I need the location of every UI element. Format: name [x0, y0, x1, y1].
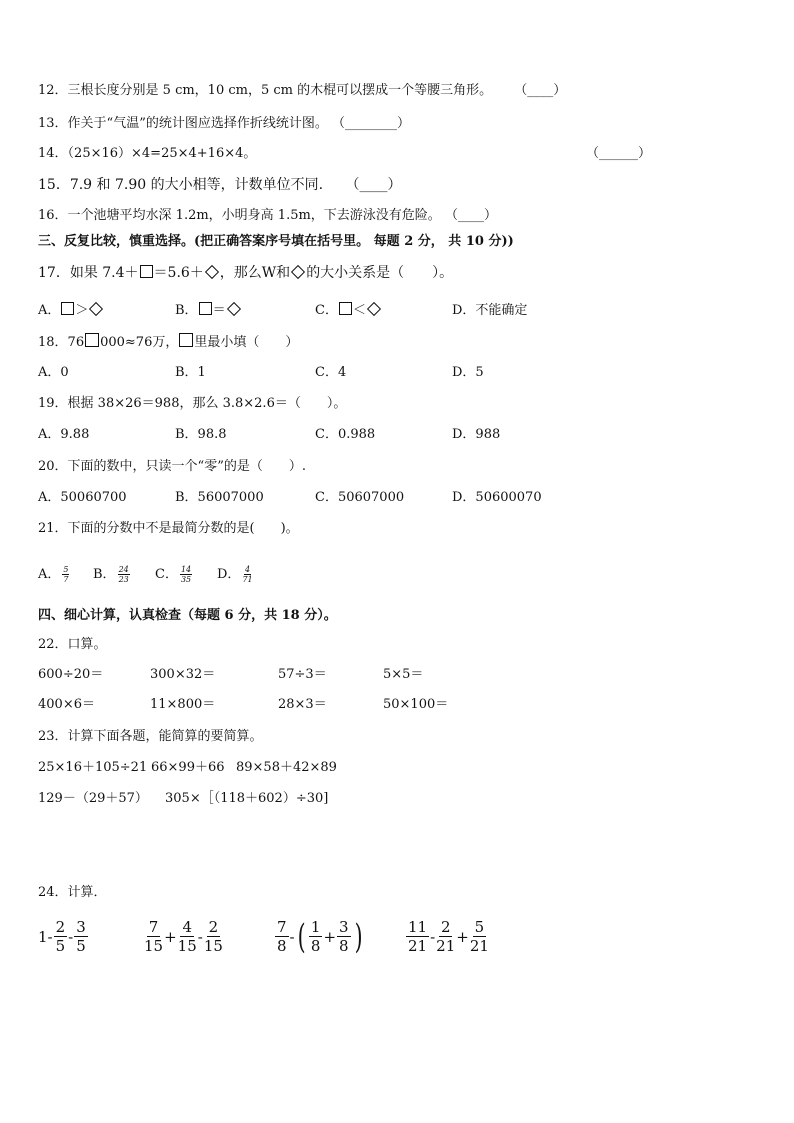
- oral-calc-item: 400×6＝: [38, 697, 95, 712]
- question-12: [38, 82, 566, 100]
- fraction: [436, 918, 455, 955]
- option-label: C．: [315, 303, 338, 318]
- fraction: [242, 565, 252, 584]
- calc-item: 66×99＋66: [151, 760, 225, 775]
- operator: +: [164, 927, 177, 946]
- numerator: 4: [244, 565, 251, 574]
- numerator: 7: [148, 918, 159, 936]
- question-17: [38, 264, 453, 282]
- denominator: 7: [63, 575, 69, 584]
- denominator: 23: [118, 575, 129, 584]
- numerator: 1: [310, 918, 321, 936]
- fraction: [406, 918, 429, 955]
- section-title: 三、反复比较，慎重选择。(把正确答案序号填在括号里。 每题 2 分， 共 10 分)): [38, 234, 514, 249]
- option-c[interactable]: [315, 302, 382, 320]
- denominator: 8: [310, 937, 321, 955]
- left-paren: (: [297, 916, 306, 957]
- expr-text: 1-: [38, 927, 53, 946]
- diamond-icon: [291, 265, 305, 279]
- numerator: 5: [63, 565, 69, 574]
- option-a[interactable]: A．9.88: [38, 427, 90, 442]
- question-24-title: 24．计算．: [38, 885, 107, 900]
- fraction: [337, 918, 351, 955]
- stem-part: ，那么W和: [219, 265, 291, 281]
- denominator: 71: [242, 575, 253, 584]
- answer-blank[interactable]: （______）: [586, 146, 652, 161]
- right-paren: ): [354, 916, 363, 957]
- operator: -: [289, 927, 295, 946]
- oral-calc-item: 300×32＝: [150, 667, 216, 682]
- option-d[interactable]: [217, 563, 255, 587]
- denominator: 15: [203, 937, 223, 955]
- calc-item: 129－（29＋57）: [38, 791, 148, 806]
- diamond-icon: [367, 302, 381, 316]
- relation-sign: ＜: [352, 303, 366, 318]
- fraction: [275, 918, 289, 955]
- operator: -: [68, 927, 74, 946]
- option-c[interactable]: C．0.988: [315, 427, 376, 442]
- numerator: 4: [182, 918, 192, 936]
- option-a[interactable]: [38, 302, 104, 320]
- oral-calc-item: 57÷3＝: [278, 667, 327, 682]
- option-d[interactable]: D．988: [452, 427, 501, 442]
- option-a[interactable]: [38, 563, 71, 587]
- denominator: 35: [180, 575, 192, 584]
- operator: -: [430, 927, 436, 946]
- numerator: 2: [208, 918, 219, 936]
- numerator: 14: [180, 565, 192, 574]
- question-14: [38, 145, 256, 163]
- fraction: [309, 918, 323, 955]
- oral-calc-item: 28×3＝: [278, 697, 327, 712]
- fraction: [74, 918, 88, 955]
- fraction: [54, 918, 68, 955]
- option-label: C．: [155, 567, 178, 582]
- diamond-icon: [205, 265, 219, 279]
- question-20: 20．下面的数中，只读一个“零”的是（ ）.: [38, 459, 306, 474]
- denominator: 8: [277, 937, 287, 955]
- question-19: 19．根据 38×26＝988，那么 3.8×2.6＝（ ）。: [38, 396, 347, 411]
- answer-blank[interactable]: （________）: [331, 116, 410, 131]
- numerator: 2: [55, 918, 66, 936]
- operator: -: [197, 927, 203, 946]
- fraction-expression-3: [274, 918, 365, 955]
- option-label: B．: [93, 567, 116, 582]
- numerator: 11: [408, 918, 428, 936]
- oral-calc-item: 600÷20＝: [38, 667, 104, 682]
- option-b[interactable]: [175, 302, 242, 320]
- option-label: D．: [217, 567, 241, 582]
- option-c[interactable]: C．50607000: [315, 490, 405, 505]
- square-icon: [61, 302, 74, 315]
- operator: +: [456, 927, 469, 946]
- option-d[interactable]: D．5: [452, 365, 484, 380]
- calc-item: 305×［（118＋602）÷30]: [165, 791, 329, 806]
- option-d[interactable]: D．不能确定: [452, 303, 528, 318]
- fraction: [62, 565, 69, 584]
- numerator: 2: [440, 918, 451, 936]
- question-text: 16．一个池塘平均水深 1.2m，小明身高 1.5m，下去游泳没有危险。: [38, 208, 441, 223]
- denominator: 15: [177, 937, 197, 955]
- option-b[interactable]: B．1: [175, 365, 206, 380]
- option-a[interactable]: A．50060700: [38, 490, 127, 505]
- option-label: B．: [175, 303, 198, 318]
- question-text: 13．作关于“气温”的统计图应选择作折线统计图。: [38, 116, 328, 131]
- calc-item: 25×16＋105÷21: [38, 760, 148, 775]
- question-16: [38, 207, 497, 225]
- question-21: 21．下面的分数中不是最简分数的是( )。: [38, 521, 299, 536]
- numerator: 7: [277, 918, 287, 936]
- numerator: 5: [474, 918, 485, 936]
- numerator: 24: [118, 565, 129, 574]
- square-icon: [199, 302, 212, 315]
- question-text: 12．三根长度分别是 5 cm，10 cm，5 cm 的木棍可以摆成一个等腰三角形。: [38, 83, 493, 98]
- denominator: 8: [339, 937, 349, 955]
- fraction: [144, 918, 163, 955]
- denominator: 21: [469, 937, 489, 955]
- option-a[interactable]: A．0: [38, 365, 69, 380]
- answer-blank[interactable]: （____）: [345, 177, 402, 193]
- numerator: 3: [339, 918, 349, 936]
- fraction: [470, 918, 489, 955]
- denominator: 15: [144, 937, 164, 955]
- relation-sign: ＞: [75, 303, 89, 318]
- stem-part: 18．76: [38, 335, 85, 350]
- square-icon: [339, 302, 352, 315]
- question-22-title: 22．口算。: [38, 637, 107, 652]
- option-b[interactable]: B．56007000: [175, 490, 264, 505]
- question-text: 14．（25×16）×4=25×4+16×4。: [38, 146, 257, 161]
- square-icon: [140, 265, 153, 278]
- question-18: [38, 333, 298, 352]
- question-23-title: 23．计算下面各题，能简算的要简算。: [38, 729, 263, 744]
- diamond-icon: [227, 302, 241, 316]
- stem-part: 的大小关系是（ ）。: [306, 265, 454, 281]
- option-c[interactable]: [155, 563, 194, 587]
- option-label: A．: [38, 567, 61, 582]
- fraction-expression-4: [405, 918, 490, 955]
- oral-calc-item: 5×5＝: [383, 667, 424, 682]
- option-c[interactable]: C．4: [315, 365, 347, 380]
- denominator: 21: [408, 937, 428, 955]
- answer-blank[interactable]: （____）: [514, 83, 567, 98]
- relation-sign: ＝: [212, 303, 226, 318]
- stem-part: 17．如果 7.4＋: [38, 265, 139, 281]
- square-icon: [179, 333, 193, 347]
- answer-blank[interactable]: （____）: [444, 208, 497, 223]
- oral-calc-item: 11×800＝: [150, 697, 216, 712]
- stem-part: 里最小填（ ）: [194, 335, 299, 350]
- denominator: 21: [436, 937, 456, 955]
- option-label: A．: [38, 303, 61, 318]
- operator: +: [323, 927, 337, 946]
- denominator: 5: [76, 937, 86, 955]
- fraction-expression-1: [38, 918, 89, 955]
- denominator: 5: [55, 937, 66, 955]
- square-icon: [85, 333, 99, 347]
- stem-part: ＝5.6＋: [153, 265, 204, 281]
- stem-part: 000≈76万，: [100, 335, 179, 350]
- question-15: [38, 176, 402, 194]
- oral-calc-item: 50×100＝: [383, 697, 449, 712]
- question-text: 15．7.9 和 7.90 的大小相等，计数单位不同.: [38, 177, 324, 193]
- option-d[interactable]: D．50600070: [452, 490, 542, 505]
- option-b[interactable]: [93, 563, 132, 587]
- section-title: 四、细心计算，认真检查（每题 6 分，共 18 分）。: [38, 608, 337, 623]
- fraction: [204, 918, 223, 955]
- diamond-icon: [89, 302, 103, 316]
- numerator: 3: [76, 918, 86, 936]
- fraction-expression-2: [143, 918, 224, 955]
- calc-item: 89×58＋42×89: [236, 760, 337, 775]
- question-13: [38, 115, 410, 133]
- option-b[interactable]: B．98.8: [175, 427, 227, 442]
- fraction: [178, 918, 197, 955]
- fraction: [180, 565, 192, 584]
- fraction: [118, 565, 130, 584]
